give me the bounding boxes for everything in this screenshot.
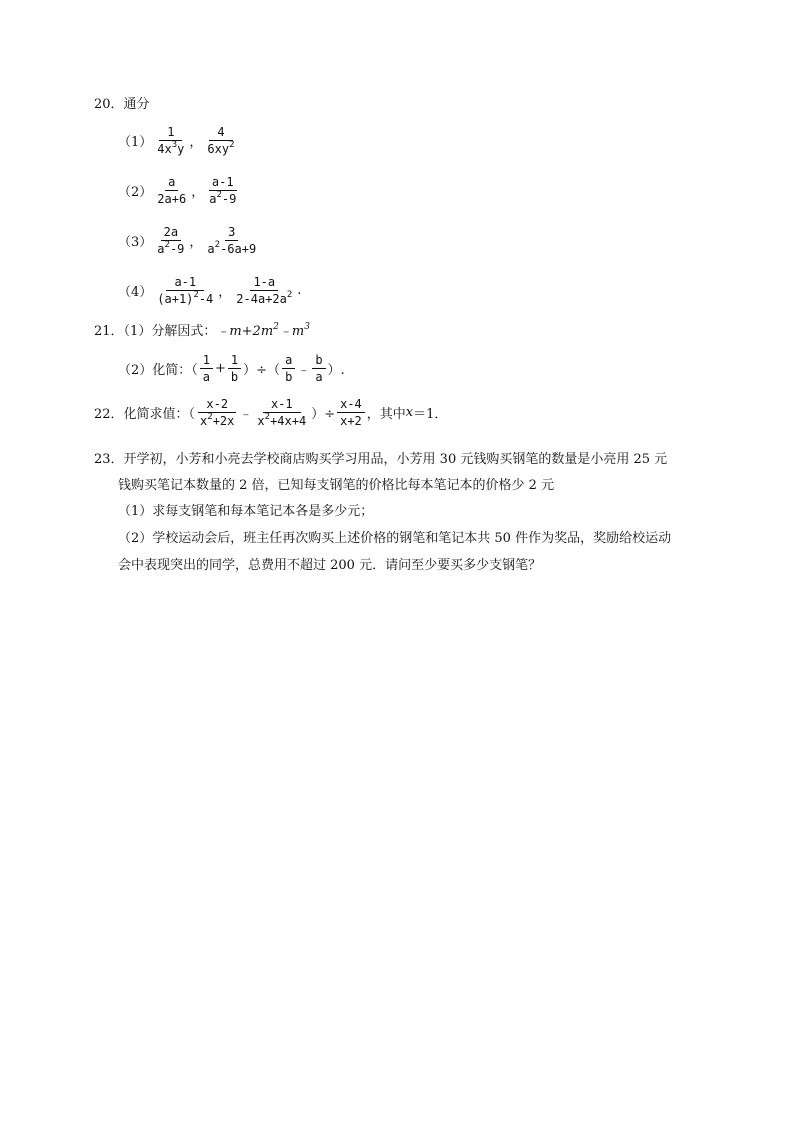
numerator: 1 [159, 124, 182, 141]
den-part: +4x+4 [270, 414, 307, 428]
part-label: （2） [118, 185, 153, 200]
exponent: 2 [164, 240, 170, 250]
fraction [204, 124, 237, 157]
denominator: a [202, 370, 211, 384]
den-part: -6a+9 [220, 242, 257, 256]
den-part: (a+1) [157, 292, 194, 306]
exponent: 3 [171, 140, 178, 150]
fraction [254, 396, 309, 429]
denominator [204, 241, 259, 257]
question-text: 21．（1）分解因式： [94, 324, 217, 339]
exponent: 2 [229, 140, 235, 150]
denominator: b [230, 370, 239, 384]
q23-line3 [118, 503, 373, 521]
denominator [154, 291, 216, 307]
denominator [204, 141, 237, 157]
fraction [206, 174, 239, 207]
operator: + [215, 361, 226, 376]
numerator: 2a [161, 224, 181, 241]
separator: ， [189, 235, 203, 250]
q20-part3 [118, 224, 261, 257]
den-part: y [177, 142, 185, 156]
q23-line4 [118, 530, 671, 548]
numerator: a [282, 352, 295, 369]
numerator: x-1 [263, 396, 301, 413]
term: ﹣m+2m [216, 324, 274, 339]
q20-part4 [118, 274, 301, 307]
exponent: 2 [216, 190, 222, 200]
fraction [154, 174, 189, 207]
fraction [312, 352, 325, 385]
separator: ， [218, 285, 232, 300]
denominator: x+2 [340, 414, 362, 428]
exponent: 2 [286, 290, 293, 300]
den-part: 2-4a+2a [236, 292, 287, 306]
numerator: a-1 [166, 274, 204, 291]
period: ）. [327, 363, 345, 378]
exponent: 3 [304, 322, 310, 332]
den-part: x [257, 414, 265, 428]
q23-line2 [118, 477, 554, 495]
den-part: a [157, 242, 165, 256]
den-part: -9 [169, 242, 185, 256]
operator: ）÷ [311, 407, 336, 422]
question-text: 22．化简求值：（ [94, 407, 196, 422]
q20-title-text: 20．通分 [94, 97, 150, 112]
exponent: 2 [207, 412, 213, 422]
den-part: 4x [157, 142, 172, 156]
part-label: （3） [118, 235, 153, 250]
question-text: （2）化简：（ [118, 363, 198, 378]
operator: ﹣ [239, 407, 253, 422]
den-part: 6xy [207, 142, 230, 156]
separator: ， [189, 135, 203, 150]
q20-part2 [118, 174, 241, 207]
q23-line1 [94, 451, 667, 469]
q21-part2 [118, 352, 345, 385]
part-label: （1） [118, 135, 153, 150]
numerator: a [165, 174, 178, 191]
numerator: x-2 [198, 396, 236, 413]
fraction [154, 224, 187, 257]
den-part: a [209, 192, 217, 206]
question-text: 钱购买笔记本数量的 2 倍，已知每支钢笔的价格比每本笔记本的价格少 2 元 [118, 478, 555, 493]
exponent: 2 [273, 322, 279, 332]
exponent: 2 [264, 412, 271, 422]
period: . [297, 283, 302, 298]
q20-title [94, 96, 150, 114]
exponent: 2 [193, 290, 199, 300]
denominator [206, 191, 239, 207]
separator: ， [191, 185, 205, 200]
expression [216, 323, 310, 341]
term: ﹣m [278, 324, 305, 339]
den-part: x [200, 414, 208, 428]
fraction [233, 274, 295, 307]
fraction [200, 352, 213, 385]
operator: ）÷（ [243, 363, 281, 378]
operator: ﹣ [297, 363, 311, 378]
part-label: （4） [118, 285, 153, 300]
fraction [337, 396, 365, 429]
numerator: 1 [228, 352, 241, 369]
numerator: a-1 [209, 174, 237, 191]
fraction [228, 352, 241, 385]
denominator: b [285, 370, 293, 384]
den-part: a [207, 242, 215, 256]
numerator: b [312, 352, 325, 369]
denominator [197, 413, 237, 429]
denominator [154, 241, 187, 257]
denominator: 2a+6 [157, 192, 187, 206]
fraction [204, 224, 259, 257]
variable: x [405, 405, 414, 420]
q23-line5 [118, 557, 541, 575]
denominator [233, 291, 295, 307]
numerator: 4 [209, 124, 232, 141]
question-text: ，其中 [366, 407, 406, 422]
exponent: 2 [214, 240, 221, 250]
question-text: （1）求每支钢笔和每本笔记本各是多少元； [118, 504, 374, 519]
fraction [154, 124, 187, 157]
numerator: 1 [200, 352, 213, 369]
q22 [94, 396, 447, 429]
numerator: 1-a [250, 274, 278, 291]
den-part: -4 [198, 292, 214, 306]
fraction [282, 352, 295, 385]
den-part: +2x [212, 414, 235, 428]
question-text: （2）学校运动会后，班主任再次购买上述价格的钢笔和笔记本共 50 件作为奖品，奖励给校运动 [118, 531, 672, 546]
q20-part1 [118, 124, 240, 157]
fraction [154, 274, 216, 307]
question-text: 会中表现突出的同学，总费用不超过 200 元．请问至少要买多少支钢笔？ [118, 558, 542, 573]
numerator: 3 [225, 224, 238, 241]
denominator: a [315, 370, 323, 384]
question-text: 23．开学初，小芳和小亮去学校商店购买学习用品，小芳用 30 元钱购买钢笔的数量是小亮用 25 元 [94, 452, 668, 467]
q21-part1 [94, 323, 310, 341]
denominator [154, 141, 187, 157]
fraction [197, 396, 237, 429]
numerator: x-4 [337, 396, 365, 413]
question-text: ＝1． [413, 407, 448, 422]
den-part: -9 [221, 192, 237, 206]
denominator [254, 413, 309, 429]
